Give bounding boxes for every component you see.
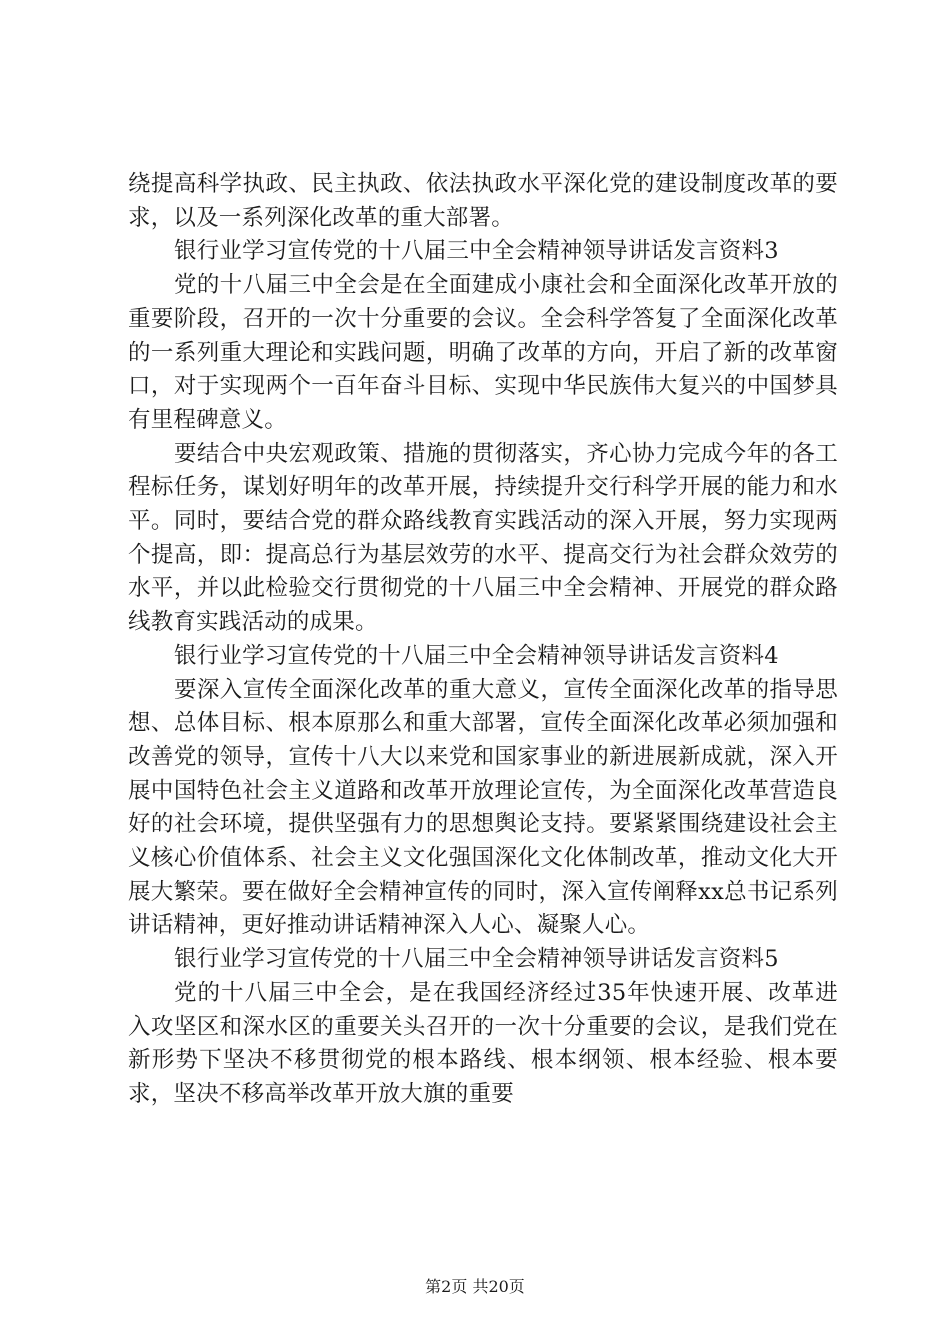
section-heading: 银行业学习宣传党的十八届三中全会精神领导讲话发言资料4 [174, 642, 779, 669]
section-heading: 银行业学习宣传党的十八届三中全会精神领导讲话发言资料5 [174, 946, 779, 973]
section-heading: 银行业学习宣传党的十八届三中全会精神领导讲话发言资料3 [174, 238, 779, 265]
document-body [128, 168, 838, 1112]
paragraph: 绕提高科学执政、民主执政、依法执政水平深化党的建设制度改革的要求，以及一系列深化改革的重大部署。 [128, 171, 838, 231]
paragraph: 要结合中央宏观政策、措施的贯彻落实，齐心协力完成今年的各工程标任务，谋划好明年的改革开展，持续提升交行科学开展的能力和水平。同时，要结合党的群众路线教育实践活动的深入开展，努力实现两个提高，即：提高总行为基层效劳的水平、提高交行为社会群众效劳的水平，并以此检验交行贯彻党的十八届三中全会精神、开展党的群众路线教育实践活动的成果。 [128, 440, 838, 636]
paragraph: 党的十八届三中全会，是在我国经济经过35年快速开展、改革进入攻坚区和深水区的重要关头召开的一次十分重要的会议，是我们党在新形势下坚决不移贯彻党的根本路线、根本纲领、根本经验、根本要求，坚决不移高举改革开放大旗的重要 [128, 979, 838, 1107]
paragraph: 党的十八届三中全会是在全面建成小康社会和全面深化改革开放的重要阶段，召开的一次十分重要的会议。全会科学答复了全面深化改革的一系列重大理论和实践问题，明确了改革的方向，开启了新的改革窗口，对于实现两个一百年奋斗目标、实现中华民族伟大复兴的中国梦具有里程碑意义。 [128, 272, 838, 433]
paragraph: 要深入宣传全面深化改革的重大意义，宣传全面深化改革的指导思想、总体目标、根本原那么和重大部署，宣传全面深化改革必须加强和改善党的领导，宣传十八大以来党和国家事业的新进展新成就，深入开展中国特色社会主义道路和改革开放理论宣传，为全面深化改革营造良好的社会环境，提供坚强有力的思想舆论支持。要紧紧围绕建设社会主义核心价值体系、社会主义文化强国深化文化体制改革，推动文化大开展大繁荣。要在做好全会精神宣传的同时，深入宣传阐释xx总书记系列讲话精神，更好推动讲话精神深入人心、凝聚人心。 [128, 676, 838, 939]
page-number-footer: 第2页 共20页 [425, 1277, 525, 1296]
